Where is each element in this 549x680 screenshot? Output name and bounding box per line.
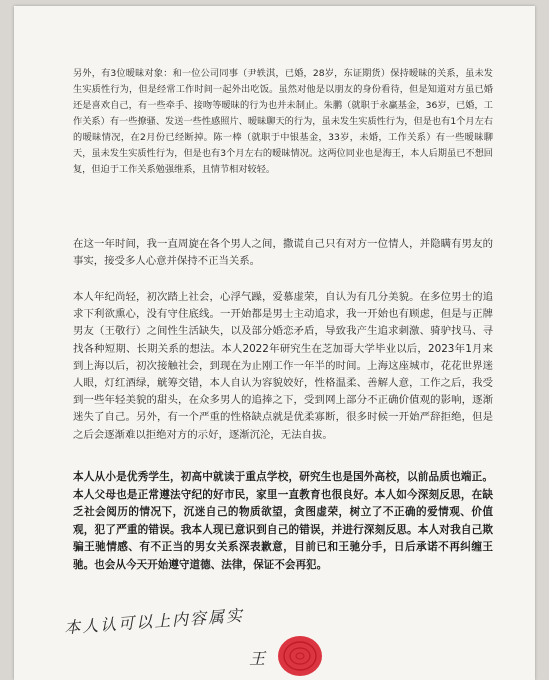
paragraph-3: [73, 289, 493, 444]
paragraph-1-text: 另外，有3位暧昧对象：和一位公司同事（尹轶淇，已婚，28岁，东证期货）保持暧昧的关系，虽未发生实质性行为，但是经常工作时间一起外出吃饭。虽然对他是以朋友的身份看待，但是知道对方虽已婚还是喜欢自己，有一些牵手、接吻等暧昧的行为也并未制止。朱鹏（就职于永赢基金，36岁，已婚，工作关系）有一些撩骚、发送一些性感照片、暧昧聊天的行为，虽未发生实质性行为，但是也有1个月左右的暧昧情况，在2月份已经断掉。陈一棒（就职于中银基金，33岁，未婚，工作关系）有一些暧昧聊天，虽未发生实质性行为，但是也有3个月左右的暧昧情况。这两位同业也是海王，本人后期虽已不想回复，但迫于工作关系勉强维系，且情节相对较轻。: [73, 68, 493, 175]
paragraph-1: [73, 66, 493, 178]
paragraph-4-text: 本人从小是优秀学生，初高中就读于重点学校，研究生也是国外高校，以前品质也端正。本人父母也是正常遵法守纪的好市民，家里一直教育也很良好。本人如今深刻反思，在缺乏社会阅历的情况下，沉迷自己的物质欲望，贪图虚荣，树立了不正确的爱情观、价值观，犯了严重的错误。我本人现已意识到自己的错误，并进行深刻反思。本人对我自己欺骗王驰情感、有不正当的男女关系深表歉意，目前已和王驰分手，日后承诺不再纠缠王驰。也会从今天开始遵守道德、法律，保证不会再犯。: [73, 471, 493, 571]
document-page: [14, 6, 535, 680]
paragraph-3-text: 本人年纪尚轻，初次踏上社会，心浮气躁，爱慕虚荣，自认为有几分美貌。在多位男士的追求下利欲熏心，没有守住底线。一开始都是男士主动追求，我一开始也有顾虑，但是与正牌男友（王敬行）之间性生活缺失，以及部分婚恋矛盾，导致我产生追求刺激、骑驴找马、寻找各种短期、长期关系的想法。本人2022年研究生在芝加哥大学毕业以后，2023年1月来到上海以后，初次接触社会，到现在为止刚工作一年半的时间。上海这座城市，花花世界迷人眼，灯红酒绿，觥筹交错，本人自认为容貌姣好，性格温柔、善解人意，工作之后，我受到一些年轻美貌的甜头，在众多男人的追捧之下，受到网上部分不正确价值观的影响，逐渐迷失了自己。另外，有一个严重的性格缺点就是优柔寡断，很多时候一开始严辞拒绝，但是之后会逐渐难以拒绝对方的示好，逐渐沉沦，无法自拔。: [73, 291, 493, 441]
red-fingerprint-icon: [276, 634, 324, 678]
signature: 王: [249, 649, 266, 668]
paragraph-2-text: 在这一年时间，我一直周旋在各个男人之间，撒谎自己只有对方一位情人，并隐瞒有男友的事实，接受多人心意并保持不正当关系。: [73, 238, 493, 267]
paragraph-4: [73, 469, 493, 575]
handwritten-confirmation: 本人认可以上内容属实: [63, 605, 245, 638]
paragraph-2: [73, 236, 493, 270]
